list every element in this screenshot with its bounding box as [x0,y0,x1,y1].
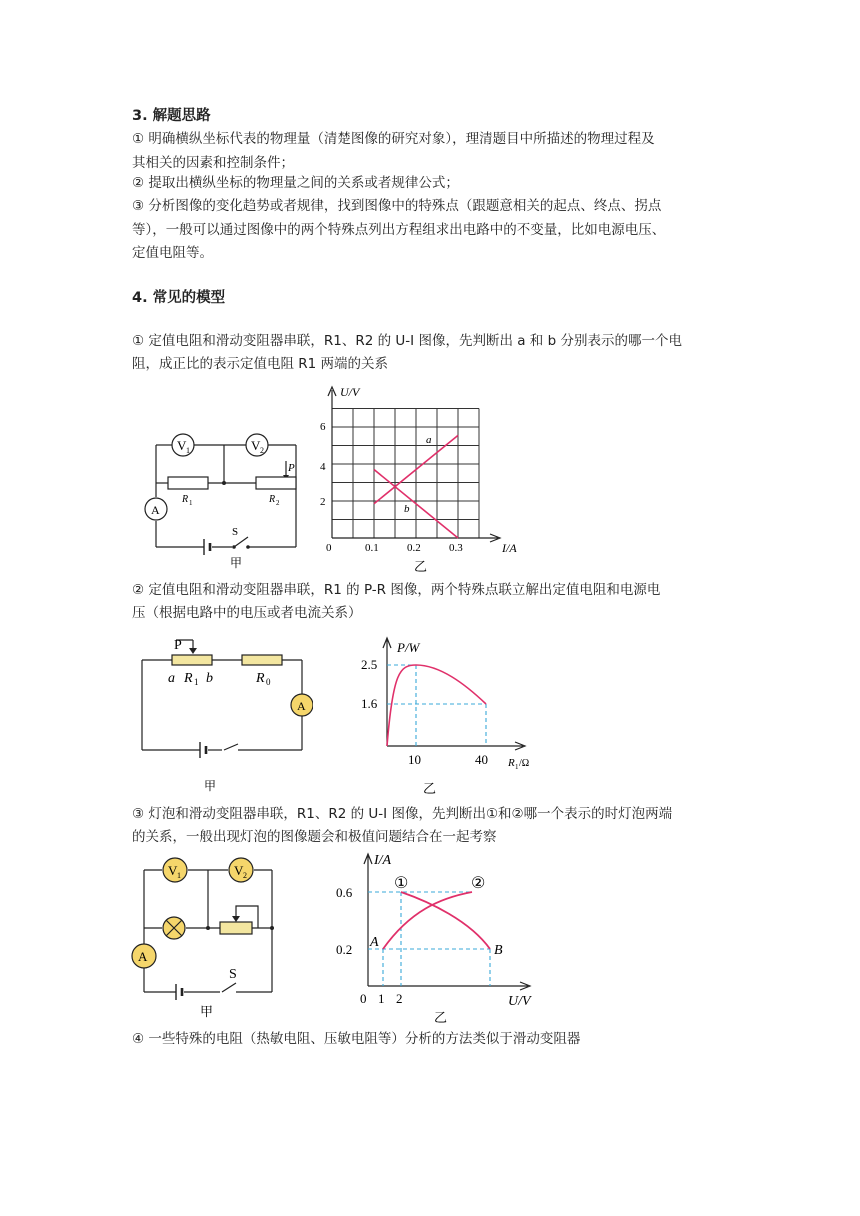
fig3-graph [330,846,560,1026]
terminal-a-label: a [168,671,175,686]
model2-line1: ② 定值电阻和滑动变阻器串联，R1 的 P-R 图像，两个特殊点联立解出定值电阻和电源电 [132,582,661,598]
x-axis-label: U/V [508,994,531,1009]
ytick-2: 2 [320,496,326,508]
fig2-circuit [138,632,313,794]
y-axis-label: P/W [397,640,420,655]
fig3-caption-yi: 乙 [434,1010,448,1025]
fig1-caption-yi: 乙 [414,559,428,572]
section3-heading: 3. 解题思路 [132,108,211,124]
r2-label: R [269,494,276,505]
curve-rheostat [401,892,490,949]
section3-item3-line2: 等），一般可以通过图像中的两个特殊点列出方程组求出电路中的不变量，比如电源电压、 [132,222,666,238]
xtick-2: 2 [396,991,403,1006]
model3-line1: ③ 灯泡和滑动变阻器串联，R1、R2 的 U-I 图像，先判断出①和②哪一个表示的时灯泡两端 [132,806,673,822]
model1-line1: ① 定值电阻和滑动变阻器串联，R1、R2 的 U-I 图像，先判断出 a 和 b 分别表示的哪一个电 [132,333,682,349]
xtick-10: 10 [408,752,421,767]
section3-item1-line2: 其相关的因素和控制条件； [132,155,294,171]
xtick-0-3: 0.3 [449,542,463,554]
ytick-2-5: 2.5 [361,657,378,672]
fig2-caption-jia: 甲 [204,779,217,793]
line-a-label: a [426,434,432,446]
origin-label: 0 [360,991,367,1006]
r2-sub: 2 [276,499,280,507]
v2-sub: 2 [243,871,247,880]
ammeter-label: A [297,699,306,713]
x-axis-unit: /Ω [519,758,530,769]
model4-line: ④ 一些特殊的电阻（热敏电阻、压敏电阻等）分析的方法类似于滑动变阻器 [132,1031,581,1047]
fig2-graph [345,632,555,797]
ytick-1-6: 1.6 [361,696,378,711]
xtick-0-1: 0.1 [365,542,379,554]
p-label: P [174,638,182,653]
r0-sub: 0 [266,677,271,687]
fig3-circuit [128,852,288,1022]
section4-heading: 4. 常见的模型 [132,290,226,306]
xtick-40: 40 [475,752,488,767]
terminal-b-label: b [206,671,213,686]
section3-item3-line3: 定值电阻等。 [132,245,213,261]
r1-label: R [182,494,189,505]
model1-line2: 阻，成正比的表示定值电阻 R1 两端的关系 [132,356,389,372]
v1-sub: 1 [186,446,190,455]
v1-sub: 1 [177,871,181,880]
origin-label: 0 [326,542,332,554]
model3-line2: 的关系，一般出现灯泡的图像题会和极值问题结合在一起考察 [132,829,497,845]
p-r-curve [387,665,486,746]
v1-label: V [168,863,178,878]
curve-2-label: ② [471,875,486,892]
v2-label: V [234,863,244,878]
ytick-0-6: 0.6 [336,885,353,900]
v1-label: V [177,438,187,453]
fig1-circuit [138,425,308,570]
fig1-graph [310,382,540,572]
point-a-label: A [370,935,379,950]
r0-label: R [256,671,265,686]
ytick-0-2: 0.2 [336,942,353,957]
fig2-caption-yi: 乙 [423,781,437,796]
model2-line2: 压（根据电路中的电压或者电流关系） [132,605,362,621]
switch-label: S [232,526,239,538]
section3-item2: ② 提取出横纵坐标的物理量之间的关系或者规律公式； [132,175,459,191]
r1-sub: 1 [194,677,199,687]
curve-1-label: ① [394,875,409,892]
ytick-6: 6 [320,421,326,433]
section3-item1-line1: ① 明确横纵坐标代表的物理量（清楚图像的研究对象），理清题目中所描述的物理过程及 [132,131,655,147]
section3-item3-line1: ③ 分析图像的变化趋势或者规律，找到图像中的特殊点（跟题意相关的起点、终点、拐点 [132,198,662,214]
fig3-caption-jia: 甲 [200,1004,214,1019]
y-axis-label: U/V [340,385,360,399]
x-axis-label: R [508,757,515,769]
y-axis-label: I/A [374,853,392,868]
p-label: P [288,462,295,474]
ytick-4: 4 [320,461,326,473]
switch-label: S [229,967,237,982]
line-b-label: b [404,503,410,515]
xtick-0-2: 0.2 [407,542,421,554]
ammeter-label: A [151,503,160,517]
v2-sub: 2 [260,446,264,455]
fig1-caption-jia: 甲 [230,556,243,570]
ammeter-label: A [138,949,148,964]
point-b-label: B [494,943,503,958]
x-axis-label-sub: 1 [515,763,519,771]
xtick-1: 1 [378,991,385,1006]
r1-label: R [184,671,193,686]
r1-sub: 1 [189,499,193,507]
v2-label: V [251,438,261,453]
x-axis-label: I/A [502,541,517,555]
